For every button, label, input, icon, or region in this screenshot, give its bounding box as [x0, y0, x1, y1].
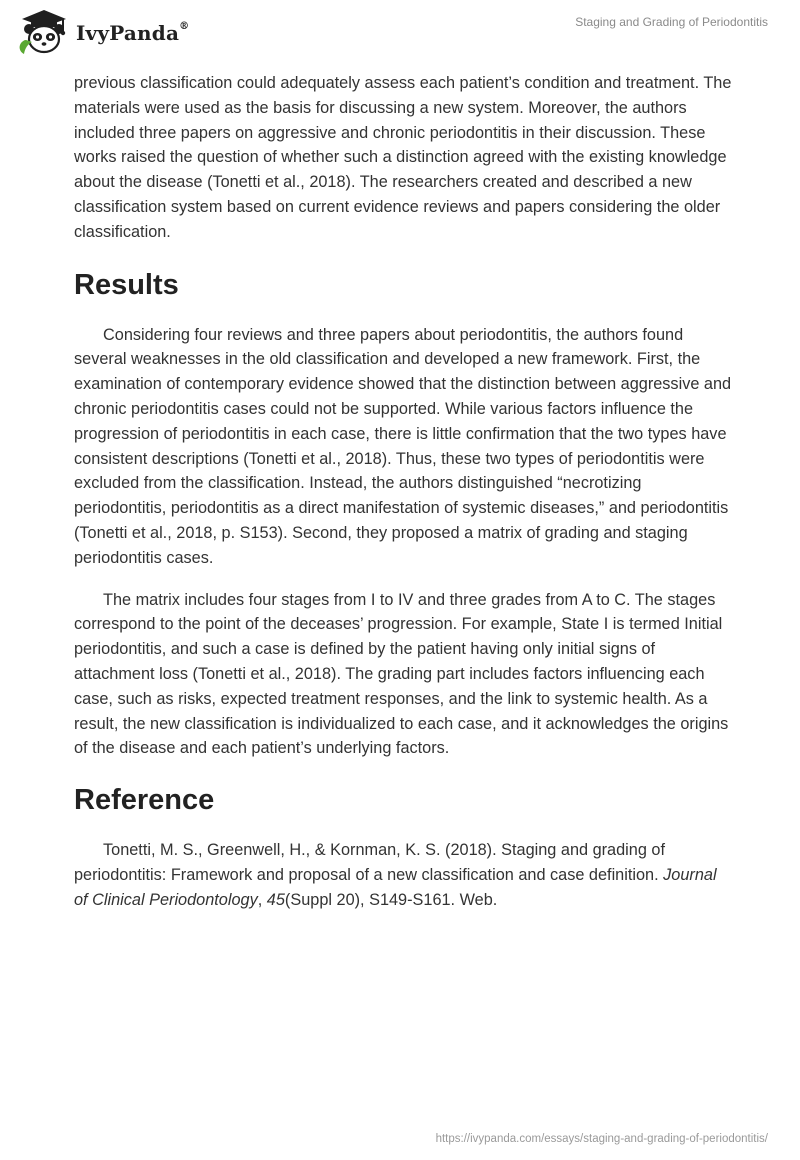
logo-wordmark: [76, 21, 189, 45]
registered-mark: ®: [179, 21, 190, 33]
results-paragraph-1: Considering four reviews and three papers about periodontitis, the authors found several weaknesses in the old classification and developed a new framework. First, the examination of contemporary evidence showed that the distinction between aggressive and chronic periodontitis cases could not be supported. While various factors influence the progression of periodontitis in each case, there is little confirmation that the two types have consistent descriptions (Tonetti et al., 2018). Thus, these two types of periodontitis were excluded from the classification. Instead, the authors distinguished “necrotizing periodontitis, periodontitis as a direct manifestation of systemic diseases,” and periodontitis (Tonetti et al., 2018, p. S153). Second, they proposed a matrix of grading and staging periodontitis cases.: [74, 325, 732, 567]
intro-paragraph: previous classification could adequately assess each patient’s condition and treatment. The materials were used as the basis for discussing a new system. Moreover, the authors included three papers on aggressive and chronic periodontitis in their discussion. These works raised the question of whether such a distinction agreed with the existing knowledge about the disease (Tonetti et al., 2018). The researchers created and described a new classification system based on current evidence reviews and papers considering the older classification.: [74, 74, 732, 241]
page-header: [0, 0, 800, 64]
reference-volume: 45: [266, 890, 285, 909]
reference-authors-title: Tonetti, M. S., Greenwell, H., & Kornman, K. S. (2018). Staging and grading of periodontitis: Framework and proposal of a new classification and case definition.: [74, 841, 665, 884]
panda-graduate-icon: [16, 7, 72, 57]
ivypanda-logo[interactable]: [16, 7, 189, 57]
essay-body: [74, 71, 734, 913]
source-url[interactable]: https://ivypanda.com/essays/staging-and-grading-of-periodontitis/: [435, 1133, 768, 1145]
reference-pages: (Suppl 20), S149-S161. Web.: [284, 890, 498, 909]
results-paragraph-2: The matrix includes four stages from I to IV and three grades from A to C. The stages correspond to the point of the deceases’ progression. For example, State I is termed Initial periodontitis, and such a case is defined by the patient having only initial signs of attachment loss (Tonetti et al., 2018). The grading part includes factors influencing each case, such as risks, expected treatment responses, and the link to systemic health. As a result, the new classification is individualized to each case, and it acknowledges the origins of the disease and each patient’s underlying factors.: [74, 590, 729, 758]
logo-text: IvyPanda: [76, 21, 180, 45]
reference-heading: Reference: [74, 784, 215, 817]
reference-separator: ,: [257, 890, 267, 909]
reference-entry: [74, 838, 734, 912]
results-heading: Results: [74, 268, 179, 301]
document-title: Staging and Grading of Periodontitis: [575, 15, 768, 29]
reference-journal: Journal of Clinical Periodontology: [74, 865, 717, 909]
